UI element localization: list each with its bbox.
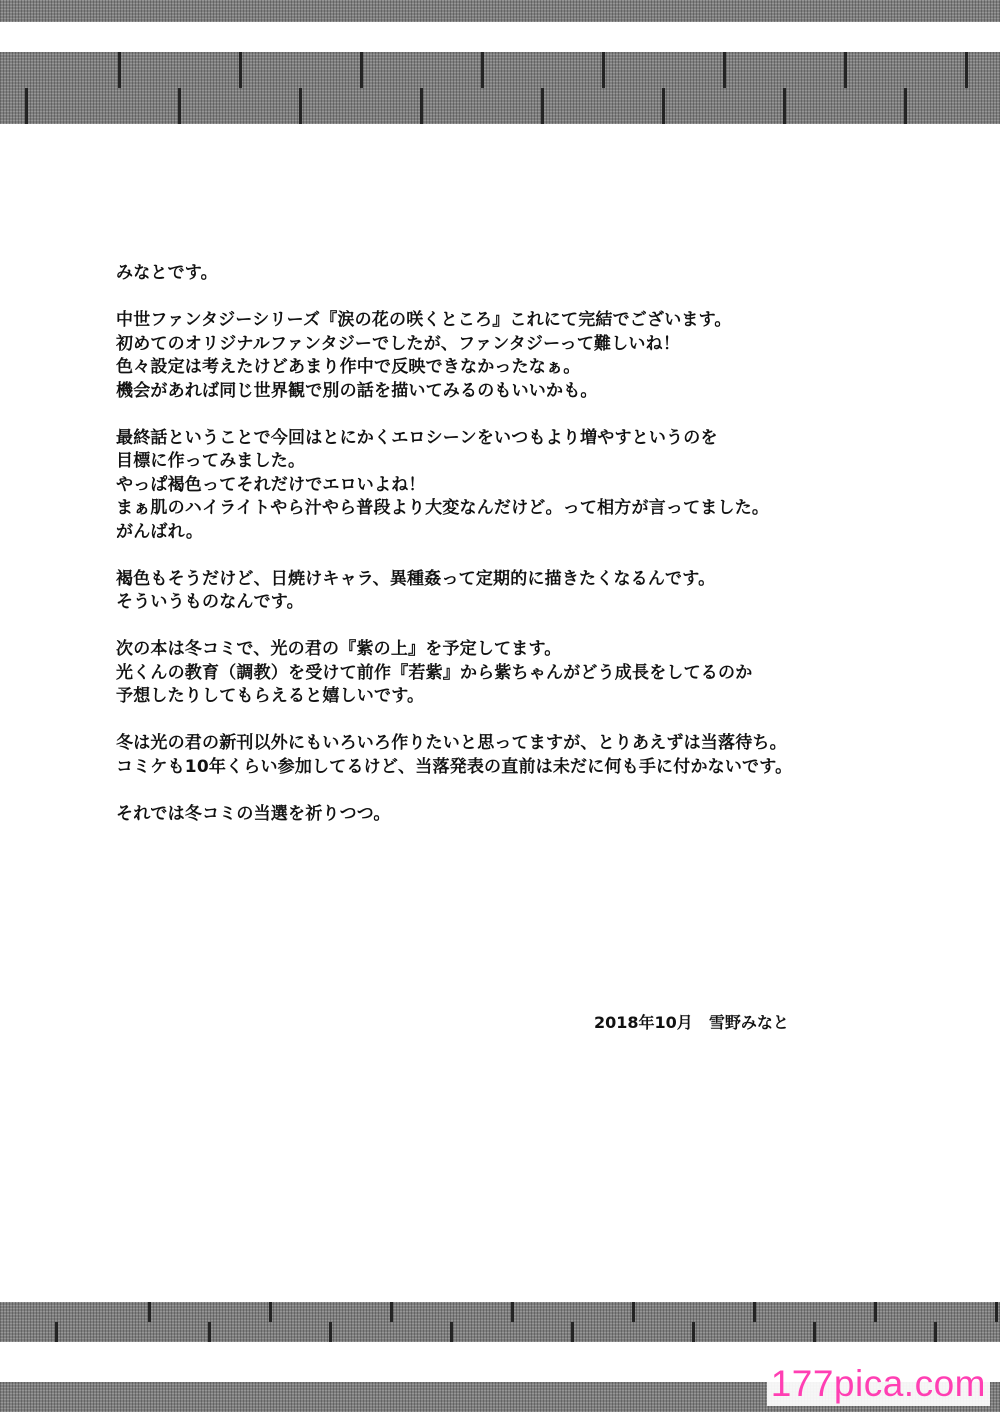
watermark: 177pica.com bbox=[767, 1362, 990, 1406]
text-line: まぁ肌のハイライトやら汁やら普段より大変なんだけど。って相方が言ってました。 bbox=[116, 498, 770, 518]
text-line: 色々設定は考えたけどあまり作中で反映できなかったなぁ。 bbox=[116, 357, 581, 377]
text-line: 目標に作ってみました。 bbox=[116, 451, 306, 471]
bottom-brick-border bbox=[0, 1302, 1000, 1342]
text-line: 褐色もそうだけど、日焼けキャラ、異種姦って定期的に描きたくなるんです。 bbox=[116, 568, 716, 589]
top-brick-pattern bbox=[0, 52, 1000, 124]
afterword-text bbox=[116, 262, 876, 826]
top-brick-border bbox=[0, 52, 1000, 124]
text-line: 中世ファンタジーシリーズ『涙の花の咲くところ』これにて完結でございます。 bbox=[116, 310, 732, 330]
text-line: 最終話ということで今回はとにかくエロシーンをいつもより増やすというのを bbox=[116, 427, 718, 448]
signature bbox=[594, 1010, 789, 1033]
text-line: 初めてのオリジナルファンタジーでしたが、ファンタジーって難しいね！ bbox=[116, 333, 681, 354]
signature-author: 雪野みなと bbox=[708, 1013, 789, 1032]
signature-date: 2018年10月 bbox=[594, 1013, 693, 1032]
text-line: 冬は光の君の新刊以外にもいろいろ作りたいと思ってますが、とりあえずは当落待ち。 bbox=[116, 733, 787, 753]
greeting-line: みなとです。 bbox=[116, 263, 218, 283]
text-line: やっぱ褐色ってそれだけでエロいよね！ bbox=[116, 474, 426, 495]
text-line: それでは冬コミの当選を祈りつつ。 bbox=[116, 803, 391, 824]
text-line: そういうものなんです。 bbox=[116, 592, 304, 612]
text-line: 機会があれば同じ世界観で別の話を描いてみるのもいいかも。 bbox=[116, 380, 598, 401]
text-line: コミケも10年くらい参加してるけど、当落発表の直前は未だに何も手に付かないです。 bbox=[116, 756, 793, 777]
text-line: がんばれ。 bbox=[116, 521, 204, 542]
text-line: 次の本は冬コミで、光の君の『紫の上』を予定してます。 bbox=[116, 639, 562, 659]
text-line: 予想したりしてもらえると嬉しいです。 bbox=[116, 686, 425, 706]
text-line: 光くんの教育（調教）を受けて前作『若紫』から紫ちゃんがどう成長をしてるのか bbox=[116, 662, 753, 683]
top-thin-border bbox=[0, 0, 1000, 22]
bottom-brick-pattern bbox=[0, 1302, 1000, 1342]
